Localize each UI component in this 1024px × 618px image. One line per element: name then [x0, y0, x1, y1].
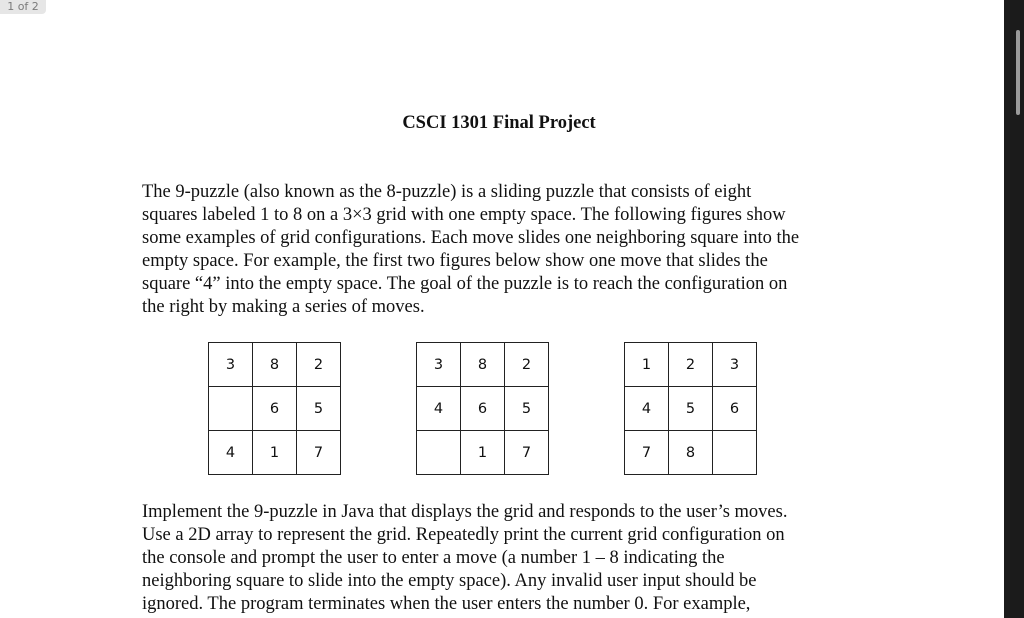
grid-cell	[713, 431, 757, 475]
paragraph-line: Implement the 9-puzzle in Java that displays the grid and responds to the user’s moves.	[142, 502, 788, 522]
paragraph-line: some examples of grid configurations. Each move slides one neighboring square into the	[142, 228, 800, 248]
page-title: CSCI 1301 Final Project	[402, 113, 596, 133]
grid-cell: 2	[297, 343, 341, 387]
grid-cell: 7	[625, 431, 669, 475]
paragraph-line: The 9-puzzle (also known as the 8-puzzle) is a sliding puzzle that consists of eight	[142, 182, 752, 202]
grid-cell: 4	[625, 387, 669, 431]
grid-cell: 8	[253, 343, 297, 387]
grid-cell: 3	[417, 343, 461, 387]
grid-cell: 2	[505, 343, 549, 387]
paragraph-line: the console and prompt the user to enter a move (a number 1 – 8 indicating the	[142, 548, 725, 568]
puzzle-grid-goal	[624, 342, 757, 475]
grid-cell: 4	[417, 387, 461, 431]
grid-cell	[417, 431, 461, 475]
grid-cell: 6	[713, 387, 757, 431]
grid-cell: 5	[297, 387, 341, 431]
grid-cell: 6	[253, 387, 297, 431]
grid-cell: 8	[669, 431, 713, 475]
grid-cell: 7	[297, 431, 341, 475]
paragraph-line: Use a 2D array to represent the grid. Repeatedly print the current grid configuration on	[142, 525, 785, 545]
paragraph-line: ignored. The program terminates when the user enters the number 0. For example,	[142, 594, 751, 614]
page-indicator: 1 of 2	[0, 0, 46, 14]
grid-cell: 7	[505, 431, 549, 475]
scrollbar-thumb[interactable]	[1016, 30, 1020, 115]
intro-paragraph	[142, 181, 862, 319]
task-paragraph	[142, 501, 862, 616]
grid-cell: 3	[209, 343, 253, 387]
puzzle-grid-initial	[208, 342, 341, 475]
grid-cell: 3	[713, 343, 757, 387]
grid-cell: 5	[669, 387, 713, 431]
paragraph-line: the right by making a series of moves.	[142, 297, 425, 317]
vertical-scrollbar[interactable]	[1004, 0, 1024, 618]
grid-cell: 5	[505, 387, 549, 431]
paragraph-line: squares labeled 1 to 8 on a 3×3 grid with one empty space. The following figures show	[142, 205, 786, 225]
grid-cell: 1	[625, 343, 669, 387]
grid-cell	[209, 387, 253, 431]
grid-cell: 4	[209, 431, 253, 475]
grid-cell: 8	[461, 343, 505, 387]
puzzle-grid-after-move	[416, 342, 549, 475]
paragraph-line: square “4” into the empty space. The goal of the puzzle is to reach the configuration on	[142, 274, 788, 294]
grid-cell: 1	[253, 431, 297, 475]
grid-cell: 2	[669, 343, 713, 387]
paragraph-line: empty space. For example, the first two figures below show one move that slides the	[142, 251, 768, 271]
grid-cell: 1	[461, 431, 505, 475]
paragraph-line: neighboring square to slide into the empty space). Any invalid user input should be	[142, 571, 757, 591]
grid-cell: 6	[461, 387, 505, 431]
